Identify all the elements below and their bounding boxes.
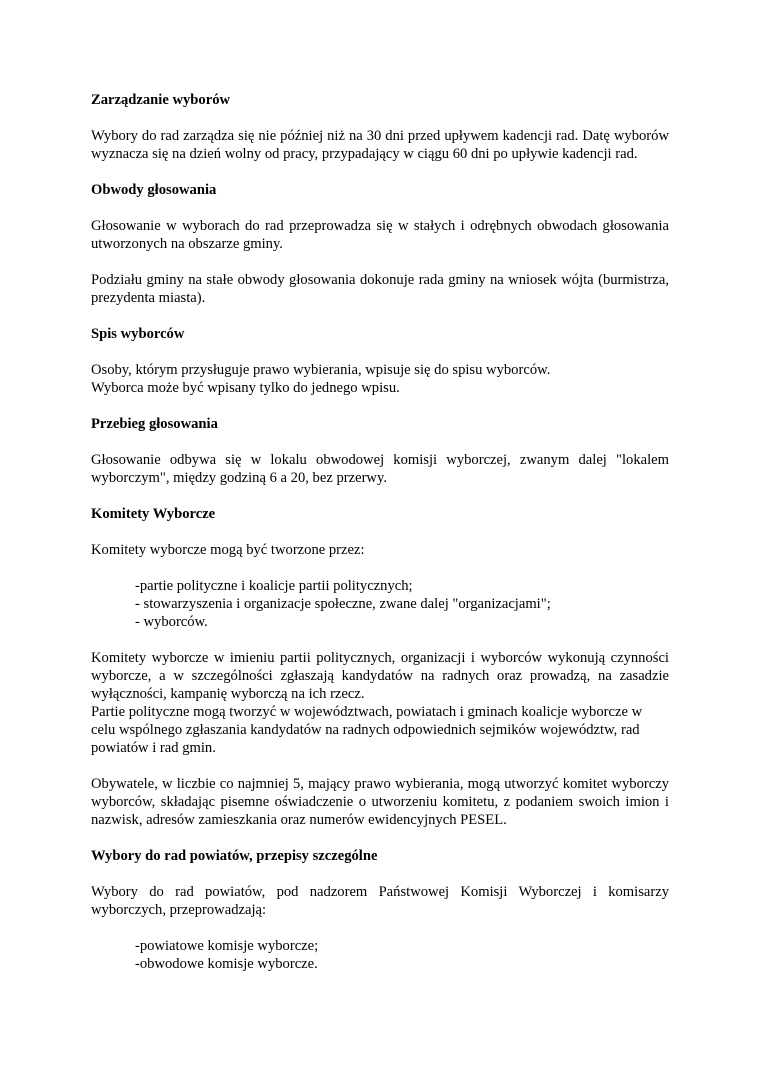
list-intro: Komitety wyborcze mogą być tworzone przez: bbox=[91, 542, 365, 558]
paragraph: Wybory do rad zarządza się nie później niż na 30 dni przed upływem kadencji rad. Datę wyborów wyznacza się na dzień wolny od pracy, przypadający w ciągu 60 dni po upływie kadencji rad. bbox=[91, 128, 669, 162]
section-heading: Obwody głosowania bbox=[91, 182, 217, 198]
paragraph: Komitety wyborcze w imieniu partii politycznych, organizacji i wyborców wykonują czynności wyborcze, a w szczególności zgłaszają kandydatów na radnych oraz prowadzą, na zasadzie wyłączności, kampanię wyborczą na ich rzecz. bbox=[91, 650, 669, 702]
section-zarzadzanie-wyborow bbox=[91, 91, 669, 163]
list-item: -obwodowe komisje wyborcze. bbox=[135, 956, 318, 972]
list-item: - wyborców. bbox=[135, 614, 208, 630]
section-komitety-wyborcze bbox=[91, 505, 669, 829]
section-heading: Wybory do rad powiatów, przepisy szczególne bbox=[91, 848, 378, 864]
paragraph: Partie polityczne mogą tworzyć w województwach, powiatach i gminach koalicje wyborcze w celu wspólnego zgłaszania kandydatów na radnych odpowiednich sejmików województw, rad powiatów i rad gmin. bbox=[91, 704, 643, 756]
section-spis-wyborcow bbox=[91, 325, 669, 397]
section-przebieg-glosowania bbox=[91, 415, 669, 487]
bullet-list bbox=[91, 577, 669, 631]
section-heading: Spis wyborców bbox=[91, 326, 185, 342]
list-item: -powiatowe komisje wyborcze; bbox=[135, 938, 319, 954]
list-item: -partie polityczne i koalicje partii politycznych; bbox=[135, 578, 413, 594]
text-line: Osoby, którym przysługuje prawo wybierania, wpisuje się do spisu wyborców. bbox=[91, 362, 551, 378]
bullet-list bbox=[91, 937, 669, 973]
section-obwody-glosowania bbox=[91, 181, 669, 307]
text-line: Wyborca może być wpisany tylko do jednego wpisu. bbox=[91, 380, 400, 396]
paragraph: Podziału gminy na stałe obwody głosowania dokonuje rada gminy na wniosek wójta (burmistrza, prezydenta miasta). bbox=[91, 272, 669, 306]
paragraph: Obywatele, w liczbie co najmniej 5, mający prawo wybierania, mogą utworzyć komitet wyborczy wyborców, składając pisemne oświadczenie o utworzeniu komitetu, z podaniem swoich imion i nazwisk, adresów zamieszkania oraz numerów ewidencyjnych PESEL. bbox=[91, 776, 669, 828]
section-heading: Zarządzanie wyborów bbox=[91, 92, 231, 108]
document-page bbox=[91, 91, 669, 991]
section-wybory-do-rad-powiatow bbox=[91, 847, 669, 973]
paragraph bbox=[91, 361, 669, 397]
list-item: - stowarzyszenia i organizacje społeczne, zwane dalej "organizacjami"; bbox=[135, 596, 551, 612]
list-intro: Wybory do rad powiatów, pod nadzorem Państwowej Komisji Wyborczej i komisarzy wyborczych, przeprowadzają: bbox=[91, 884, 669, 918]
paragraph: Głosowanie odbywa się w lokalu obwodowej komisji wyborczej, zwanym dalej "lokalem wyborczym", między godziną 6 a 20, bez przerwy. bbox=[91, 452, 669, 486]
section-heading: Komitety Wyborcze bbox=[91, 506, 216, 522]
section-heading: Przebieg głosowania bbox=[91, 416, 218, 432]
paragraph: Głosowanie w wyborach do rad przeprowadza się w stałych i odrębnych obwodach głosowania utworzonych na obszarze gminy. bbox=[91, 218, 669, 252]
